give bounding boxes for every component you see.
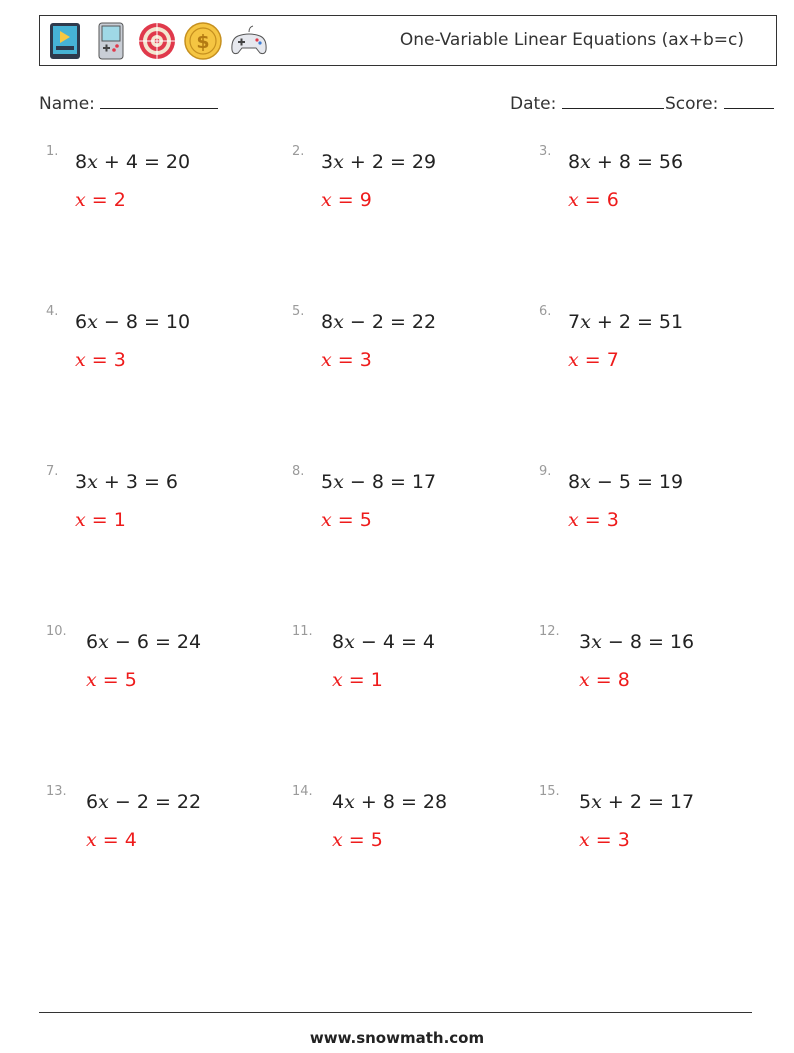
- answer-variable: x: [75, 509, 86, 531]
- coefficient: 8: [75, 151, 88, 173]
- date-field: [510, 92, 664, 114]
- constant: 4: [125, 151, 138, 173]
- variable: x: [591, 631, 602, 653]
- result: 56: [658, 151, 684, 173]
- answer: x = 7: [568, 349, 619, 371]
- answer: x = 6: [568, 189, 619, 211]
- answer: x = 3: [75, 349, 126, 371]
- coefficient: 3: [75, 471, 88, 493]
- result: 24: [176, 631, 202, 653]
- variable: x: [591, 791, 602, 813]
- equation: 8x − 5 = 19: [568, 471, 684, 493]
- score-blank[interactable]: [724, 92, 774, 109]
- variable: x: [98, 631, 109, 653]
- variable: x: [333, 151, 344, 173]
- problem-number: 12.: [539, 624, 560, 639]
- date-label: Date:: [510, 94, 557, 114]
- worksheet-header: [39, 15, 777, 66]
- operator: −: [114, 791, 131, 813]
- name-label: Name:: [39, 94, 95, 114]
- answer-value: 3: [617, 829, 630, 851]
- answer: x = 1: [75, 509, 126, 531]
- problem-number: 5.: [292, 304, 305, 319]
- result: 51: [658, 311, 684, 333]
- constant: 2: [371, 311, 384, 333]
- operator: −: [349, 311, 366, 333]
- answer-value: 3: [113, 349, 126, 371]
- equation: 4x + 8 = 28: [332, 791, 448, 813]
- equation: 3x + 3 = 6: [75, 471, 179, 493]
- constant: 6: [136, 631, 149, 653]
- coefficient: 6: [75, 311, 88, 333]
- operator: −: [103, 311, 120, 333]
- coefficient: 5: [579, 791, 592, 813]
- variable: x: [580, 471, 591, 493]
- operator: +: [103, 471, 120, 493]
- answer-value: 5: [370, 829, 383, 851]
- answer: x = 1: [332, 669, 383, 691]
- problem-number: 14.: [292, 784, 313, 799]
- operator: +: [596, 311, 613, 333]
- answer-value: 5: [124, 669, 137, 691]
- problem-number: 10.: [46, 624, 67, 639]
- constant: 8: [125, 311, 138, 333]
- coefficient: 7: [568, 311, 581, 333]
- answer-variable: x: [75, 349, 86, 371]
- result: 4: [422, 631, 436, 653]
- date-blank[interactable]: [562, 92, 664, 109]
- operator: −: [607, 631, 624, 653]
- result: 22: [411, 311, 437, 333]
- answer: x = 5: [332, 829, 383, 851]
- worksheet-title: One-Variable Linear Equations (ax+b=c): [399, 30, 744, 50]
- answer: x = 5: [86, 669, 137, 691]
- answer-value: 8: [617, 669, 630, 691]
- result: 6: [165, 471, 179, 493]
- problem-number: 6.: [539, 304, 552, 319]
- equation: 5x + 2 = 17: [579, 791, 695, 813]
- constant: 3: [125, 471, 138, 493]
- answer: x = 5: [321, 509, 372, 531]
- variable: x: [344, 791, 355, 813]
- operator: +: [103, 151, 120, 173]
- svg-text:$: $: [196, 31, 210, 53]
- answer-variable: x: [321, 349, 332, 371]
- result: 29: [411, 151, 437, 173]
- equation: 8x − 4 = 4: [332, 631, 436, 653]
- answer-variable: x: [579, 669, 590, 691]
- coefficient: 6: [86, 631, 99, 653]
- operator: +: [349, 151, 366, 173]
- operator: +: [607, 791, 624, 813]
- dartboard-icon: [138, 22, 176, 60]
- operator: −: [349, 471, 366, 493]
- answer: x = 3: [568, 509, 619, 531]
- dollar-coin-icon: [184, 22, 222, 60]
- result: 28: [422, 791, 448, 813]
- answer-value: 1: [370, 669, 383, 691]
- score-label: Score:: [665, 94, 719, 114]
- constant: 8: [618, 151, 631, 173]
- equation: 6x − 8 = 10: [75, 311, 191, 333]
- coefficient: 8: [568, 151, 581, 173]
- equation: 5x − 8 = 17: [321, 471, 437, 493]
- name-field: [39, 92, 218, 114]
- equation: 6x − 6 = 24: [86, 631, 202, 653]
- header-icons: [46, 22, 268, 60]
- variable: x: [87, 471, 98, 493]
- answer: x = 2: [75, 189, 126, 211]
- result: 20: [165, 151, 191, 173]
- problem-number: 11.: [292, 624, 313, 639]
- problem-number: 13.: [46, 784, 67, 799]
- coefficient: 8: [332, 631, 345, 653]
- equation: 8x + 4 = 20: [75, 151, 191, 173]
- equation: 6x − 2 = 22: [86, 791, 202, 813]
- problem-number: 4.: [46, 304, 59, 319]
- answer: x = 9: [321, 189, 372, 211]
- constant: 2: [136, 791, 149, 813]
- constant: 8: [371, 471, 384, 493]
- problem-number: 15.: [539, 784, 560, 799]
- operator: +: [360, 791, 377, 813]
- variable: x: [333, 311, 344, 333]
- equation: 7x + 2 = 51: [568, 311, 684, 333]
- operator: −: [114, 631, 131, 653]
- coefficient: 8: [321, 311, 334, 333]
- tablet-play-icon: [46, 22, 84, 60]
- coefficient: 3: [321, 151, 334, 173]
- answer-value: 5: [359, 509, 372, 531]
- result: 22: [176, 791, 202, 813]
- variable: x: [87, 151, 98, 173]
- problem-number: 1.: [46, 144, 59, 159]
- equation: 8x + 8 = 56: [568, 151, 684, 173]
- variable: x: [87, 311, 98, 333]
- constant: 8: [629, 631, 642, 653]
- variable: x: [344, 631, 355, 653]
- answer-value: 3: [606, 509, 619, 531]
- coefficient: 8: [568, 471, 581, 493]
- coefficient: 3: [579, 631, 592, 653]
- answer: x = 4: [86, 829, 137, 851]
- answer-value: 7: [606, 349, 619, 371]
- variable: x: [580, 151, 591, 173]
- constant: 2: [371, 151, 384, 173]
- problem-number: 7.: [46, 464, 59, 479]
- answer: x = 8: [579, 669, 630, 691]
- variable: x: [333, 471, 344, 493]
- coefficient: 4: [332, 791, 345, 813]
- answer-variable: x: [86, 669, 97, 691]
- coefficient: 6: [86, 791, 99, 813]
- constant: 8: [382, 791, 395, 813]
- result: 10: [165, 311, 191, 333]
- result: 19: [658, 471, 684, 493]
- variable: x: [580, 311, 591, 333]
- answer-value: 3: [359, 349, 372, 371]
- handheld-console-icon: [92, 22, 130, 60]
- footer-divider: [39, 1012, 752, 1013]
- operator: −: [360, 631, 377, 653]
- problem-number: 9.: [539, 464, 552, 479]
- answer: x = 3: [321, 349, 372, 371]
- answer-variable: x: [332, 669, 343, 691]
- answer-value: 9: [359, 189, 372, 211]
- answer-variable: x: [321, 189, 332, 211]
- result: 16: [669, 631, 695, 653]
- result: 17: [411, 471, 437, 493]
- problem-number: 3.: [539, 144, 552, 159]
- variable: x: [98, 791, 109, 813]
- answer-variable: x: [86, 829, 97, 851]
- constant: 4: [382, 631, 395, 653]
- answer-variable: x: [579, 829, 590, 851]
- constant: 5: [618, 471, 631, 493]
- answer: x = 3: [579, 829, 630, 851]
- operator: −: [596, 471, 613, 493]
- answer-value: 6: [606, 189, 619, 211]
- gamepad-icon: [230, 22, 268, 60]
- answer-variable: x: [568, 509, 579, 531]
- answer-variable: x: [332, 829, 343, 851]
- result: 17: [669, 791, 695, 813]
- equation: 8x − 2 = 22: [321, 311, 437, 333]
- problem-number: 8.: [292, 464, 305, 479]
- constant: 2: [629, 791, 642, 813]
- operator: +: [596, 151, 613, 173]
- constant: 2: [618, 311, 631, 333]
- equation: 3x − 8 = 16: [579, 631, 695, 653]
- answer-value: 2: [113, 189, 126, 211]
- answer-value: 4: [124, 829, 137, 851]
- equation: 3x + 2 = 29: [321, 151, 437, 173]
- answer-variable: x: [568, 349, 579, 371]
- coefficient: 5: [321, 471, 334, 493]
- score-field: [665, 92, 774, 114]
- answer-variable: x: [568, 189, 579, 211]
- problem-number: 2.: [292, 144, 305, 159]
- footer-url: www.snowmath.com: [309, 1029, 485, 1047]
- name-blank[interactable]: [100, 92, 218, 109]
- answer-variable: x: [321, 509, 332, 531]
- answer-variable: x: [75, 189, 86, 211]
- answer-value: 1: [113, 509, 126, 531]
